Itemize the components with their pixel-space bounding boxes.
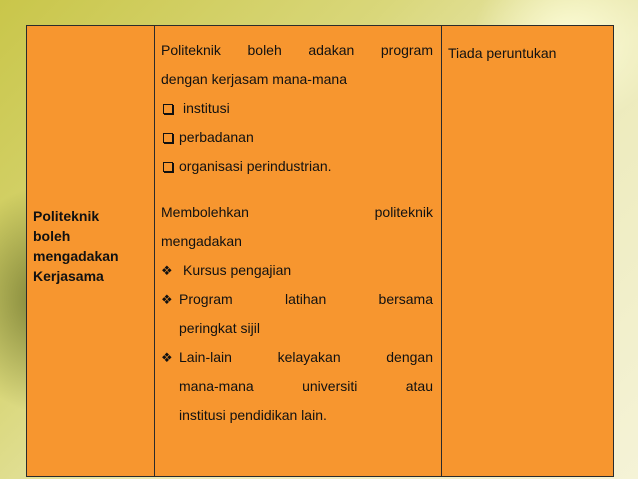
- list-item-line: Program latihan bersama: [179, 291, 433, 307]
- list-item: [161, 285, 433, 343]
- allow-line: Membolehkan politeknik: [161, 204, 433, 220]
- list-item-label: perbadanan: [179, 129, 254, 145]
- list-item-line: mana-mana universiti atau: [179, 378, 433, 394]
- allocation-cell: [442, 26, 614, 477]
- list-item-label: [179, 285, 433, 343]
- topic-line: Politeknik: [33, 208, 100, 224]
- diamond-bullet-icon: ❖: [161, 263, 173, 278]
- list-item-line: peringkat sijil: [179, 320, 260, 336]
- topic-line: mengadakan: [33, 248, 119, 264]
- topic-line: boleh: [33, 228, 71, 244]
- details-cell: [155, 26, 442, 477]
- checkbox-square-icon: [163, 133, 173, 143]
- intro-line: dengan kerjasam mana-mana: [161, 71, 347, 87]
- allocation-text: Tiada peruntukan: [448, 45, 557, 61]
- list-item-label: [179, 343, 433, 430]
- list-item: [161, 152, 433, 181]
- list-item: [161, 343, 433, 430]
- kerjasama-table: [26, 25, 614, 477]
- list-item-line: Lain-lain kelayakan dengan: [179, 349, 433, 365]
- topic-heading: [33, 206, 154, 286]
- list-item-label: institusi: [183, 100, 230, 116]
- allow-line: mengadakan: [161, 233, 242, 249]
- diamond-bullet-icon: ❖: [161, 350, 173, 365]
- list-item: [161, 256, 433, 285]
- table-row: [27, 26, 614, 477]
- list-item: [161, 94, 433, 123]
- diamond-bullet-icon: ❖: [161, 292, 173, 307]
- list-item-line: institusi pendidikan lain.: [179, 407, 327, 423]
- list-item-label: Kursus pengajian: [183, 262, 292, 278]
- intro-line: Politeknik boleh adakan program: [161, 42, 433, 58]
- checkbox-square-icon: [163, 104, 173, 114]
- topic-line: Kerjasama: [33, 268, 104, 284]
- checkbox-square-icon: [163, 162, 173, 172]
- list-item-label: organisasi perindustrian.: [179, 158, 332, 174]
- list-item: [161, 123, 433, 152]
- topic-cell: [27, 26, 155, 477]
